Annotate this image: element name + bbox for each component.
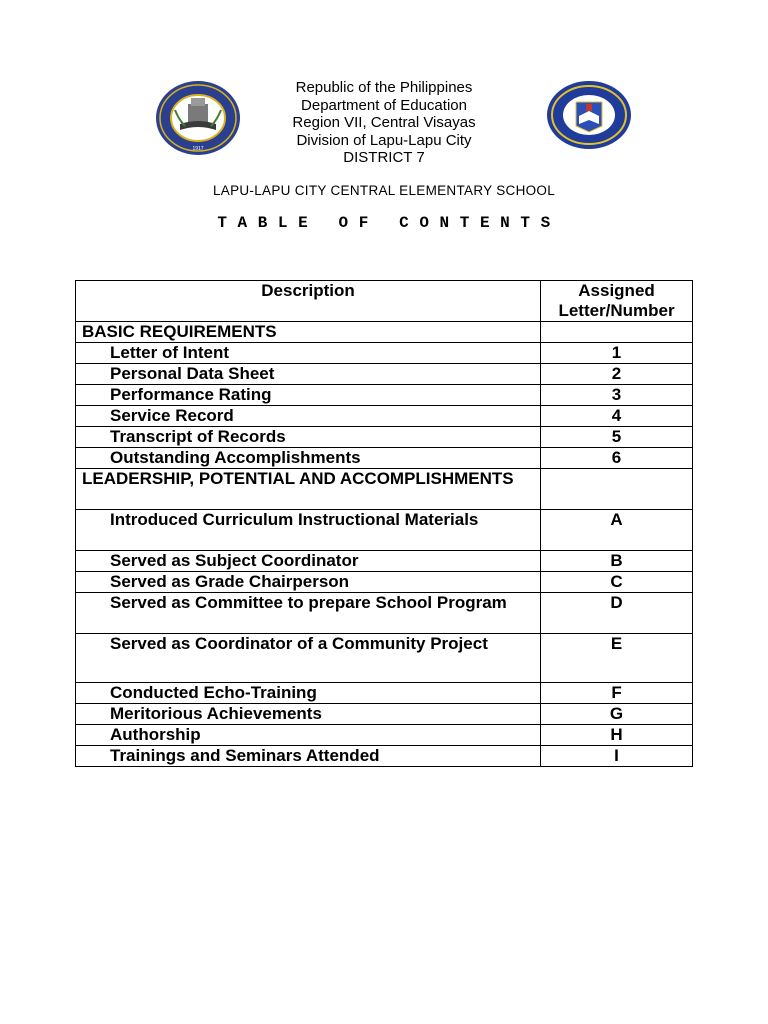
row-assigned-value: 2 xyxy=(541,364,693,385)
row-description: Served as Grade Chairperson xyxy=(76,572,541,593)
table-row xyxy=(76,343,693,364)
table-row xyxy=(76,725,693,746)
row-assigned-value: G xyxy=(541,704,693,725)
header-description: Description xyxy=(76,281,541,322)
row-assigned-value xyxy=(541,322,693,343)
table-header-row xyxy=(76,281,693,322)
table-row xyxy=(76,593,693,634)
section-header-row xyxy=(76,469,693,510)
row-description: Meritorious Achievements xyxy=(76,704,541,725)
page-title-text: T A B L E O F C O N T E N T S xyxy=(217,214,551,232)
table-row xyxy=(76,551,693,572)
row-description: Conducted Echo-Training xyxy=(76,683,541,704)
row-assigned-value: I xyxy=(541,746,693,767)
row-assigned-value: A xyxy=(541,510,693,551)
row-description: Served as Subject Coordinator xyxy=(76,551,541,572)
row-description: Performance Rating xyxy=(76,385,541,406)
header-line-division: Division of Lapu-Lapu City xyxy=(296,131,472,149)
table-row xyxy=(76,364,693,385)
header-line-republic: Republic of the Philippines xyxy=(295,79,473,96)
contents-table xyxy=(75,280,693,767)
row-description: Authorship xyxy=(76,725,541,746)
row-description: Served as Coordinator of a Community Project xyxy=(76,634,541,683)
row-assigned-value: H xyxy=(541,725,693,746)
table-row xyxy=(76,385,693,406)
row-description: Trainings and Seminars Attended xyxy=(76,746,541,767)
row-description: Served as Committee to prepare School Program xyxy=(76,593,541,634)
row-assigned-value: 1 xyxy=(541,343,693,364)
row-assigned-value: D xyxy=(541,593,693,634)
page-title xyxy=(0,214,768,232)
row-description: Personal Data Sheet xyxy=(76,364,541,385)
table-row xyxy=(76,406,693,427)
row-assigned-value: 6 xyxy=(541,448,693,469)
table-row xyxy=(76,572,693,593)
header-line-department: Department of Education xyxy=(301,96,467,114)
row-assigned-value: E xyxy=(541,634,693,683)
table-row xyxy=(76,448,693,469)
section-title: LEADERSHIP, POTENTIAL AND ACCOMPLISHMENTS xyxy=(76,469,541,510)
row-description: Service Record xyxy=(76,406,541,427)
table-row xyxy=(76,427,693,448)
header-line-district: DISTRICT 7 xyxy=(343,149,425,167)
header-line-region: Region VII, Central Visayas xyxy=(292,114,476,132)
row-description: Introduced Curriculum Instructional Materials xyxy=(76,510,541,551)
row-assigned-value: C xyxy=(541,572,693,593)
section-header-row xyxy=(76,322,693,343)
table-row xyxy=(76,634,693,683)
svg-text:1917: 1917 xyxy=(192,146,204,152)
header-lines xyxy=(0,79,768,167)
school-name: LAPU-LAPU CITY CENTRAL ELEMENTARY SCHOOL xyxy=(212,183,556,198)
table-row xyxy=(76,746,693,767)
row-assigned-value: 5 xyxy=(541,427,693,448)
row-assigned-value: B xyxy=(541,551,693,572)
row-description: Outstanding Accomplishments xyxy=(76,448,541,469)
section-title: BASIC REQUIREMENTS xyxy=(76,322,541,343)
header-assigned: Assigned Letter/Number xyxy=(541,281,693,322)
row-description: Transcript of Records xyxy=(76,427,541,448)
table-row xyxy=(76,510,693,551)
table-row xyxy=(76,704,693,725)
row-assigned-value: F xyxy=(541,683,693,704)
row-assigned-value: 4 xyxy=(541,406,693,427)
row-assigned-value: 3 xyxy=(541,385,693,406)
row-description: Letter of Intent xyxy=(76,343,541,364)
row-assigned-value xyxy=(541,469,693,510)
table-row xyxy=(76,683,693,704)
